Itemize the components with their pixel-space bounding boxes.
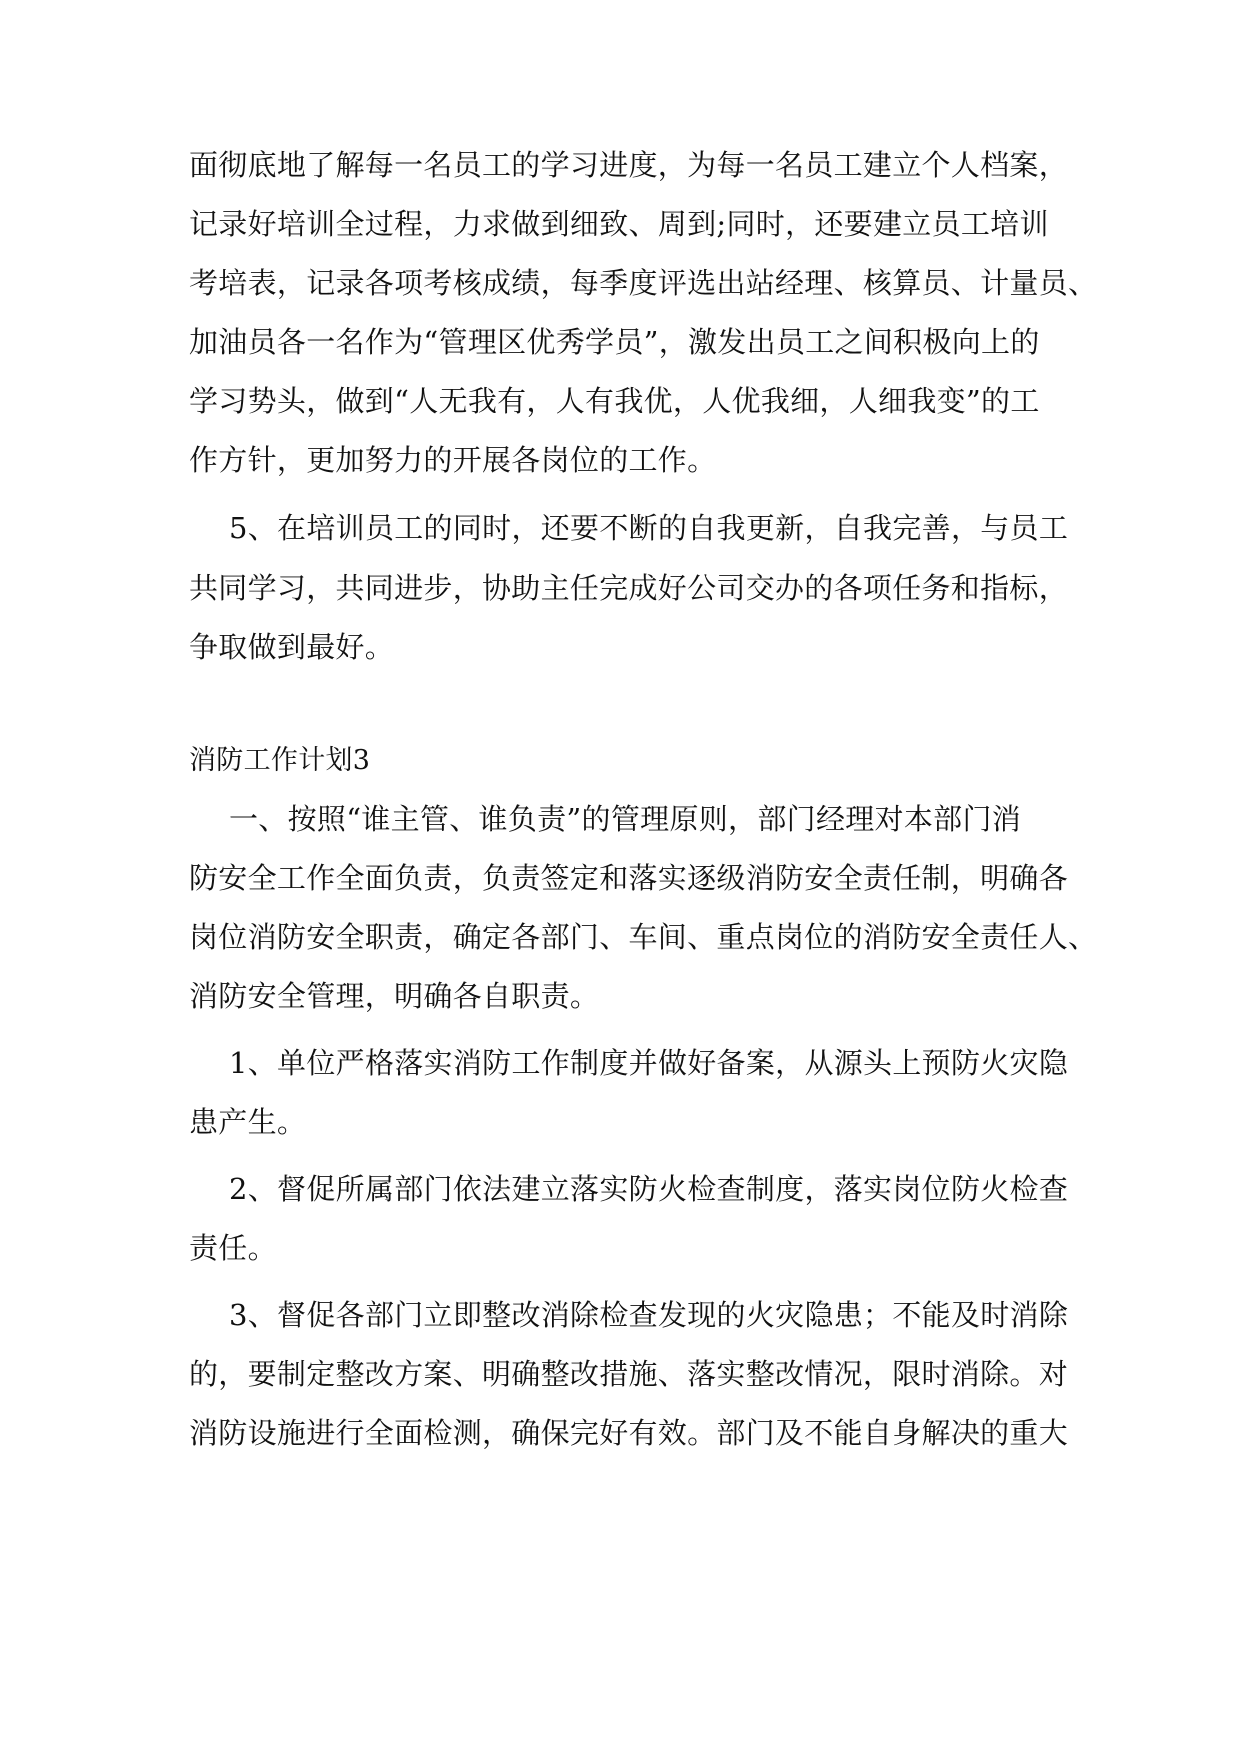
text-line: 1、单位严格落实消防工作制度并做好备案，从源头上预防火灾隐	[229, 1046, 1069, 1080]
section-heading: 消防工作计划3	[189, 745, 371, 776]
text-line: 消防安全管理，明确各自职责。	[189, 979, 600, 1013]
text-line: 记录好培训全过程，力求做到细致、周到;同时，还要建立员工培训	[189, 207, 1049, 241]
text-line: 消防设施进行全面检测，确保完好有效。部门及不能自身解决的重大	[189, 1416, 1069, 1450]
text-line: 患产生。	[189, 1105, 307, 1139]
text-line: 学习势头，做到“人无我有，人有我优，人优我细，人细我变”的工	[189, 384, 1040, 418]
text-line: 一、按照“谁主管、谁负责”的管理原则，部门经理对本部门消	[229, 802, 1022, 836]
text-line: 责任。	[189, 1231, 277, 1265]
text-line: 作方针，更加努力的开展各岗位的工作。	[189, 443, 717, 477]
text-line: 共同学习，共同进步，协助主任完成好公司交办的各项任务和指标，	[189, 571, 1069, 605]
text-line: 考培表，记录各项考核成绩，每季度评选出站经理、核算员、计量员、	[189, 266, 1098, 300]
text-line: 加油员各一名作为“管理区优秀学员”，激发出员工之间积极向上的	[189, 325, 1040, 359]
text-line: 2、督促所属部门依法建立落实防火检查制度，落实岗位防火检查	[229, 1172, 1069, 1206]
text-line: 争取做到最好。	[189, 630, 395, 664]
text-line: 面彻底地了解每一名员工的学习进度，为每一名员工建立个人档案，	[189, 148, 1069, 182]
text-line: 5、在培训员工的同时，还要不断的自我更新，自我完善，与员工	[229, 511, 1069, 545]
text-line: 岗位消防安全职责，确定各部门、车间、重点岗位的消防安全责任人、	[189, 920, 1098, 954]
text-line: 的，要制定整改方案、明确整改措施、落实整改情况，限时消除。对	[189, 1357, 1069, 1391]
text-line: 3、督促各部门立即整改消除检查发现的火灾隐患；不能及时消除	[229, 1298, 1069, 1332]
text-line: 防安全工作全面负责，负责签定和落实逐级消防安全责任制，明确各	[189, 861, 1069, 895]
